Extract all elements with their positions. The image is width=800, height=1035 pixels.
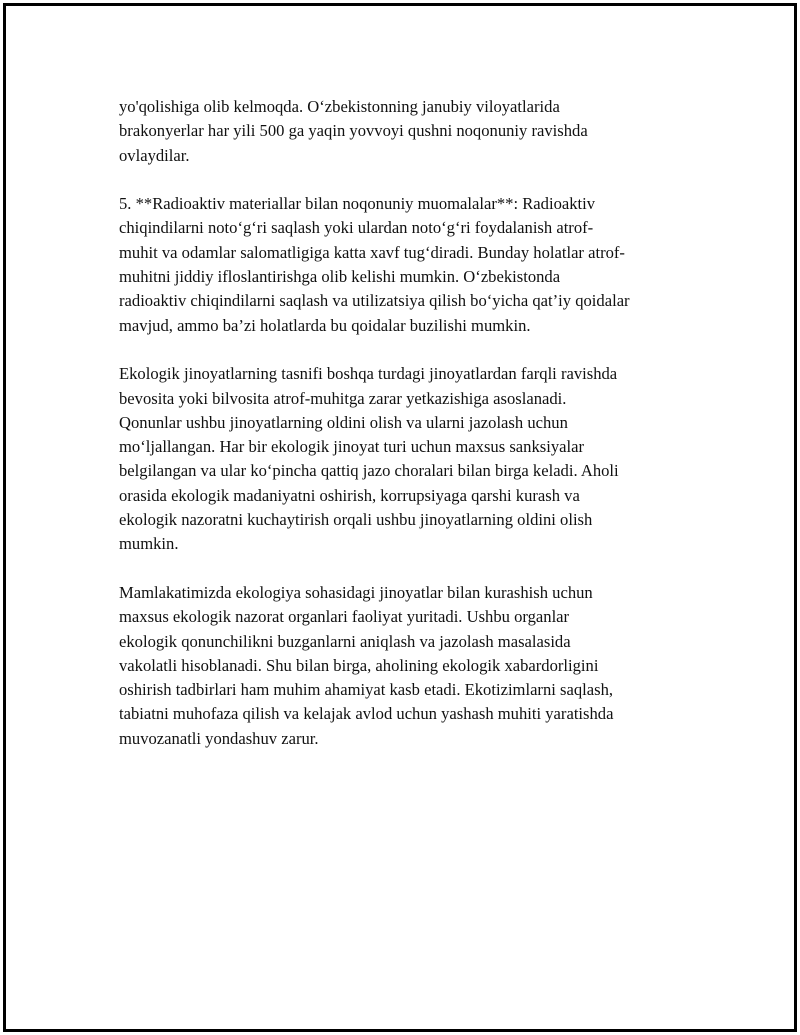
text-line: ekologik nazoratni kuchaytirish orqali ushbu jinoyatlarning oldini olish: [119, 510, 593, 530]
text-line: Ekologik jinoyatlarning tasnifi boshqa turdagi jinoyatlardan farqli ravishda: [119, 364, 618, 384]
text-line: belgilangan va ular ko‘pincha qattiq jazo choralari bilan birga keladi. Aholi: [119, 461, 619, 481]
text-line: ovlaydilar.: [119, 145, 190, 165]
text-line: tabiatni muhofaza qilish va kelajak avlod uchun yashash muhiti yaratishda: [119, 704, 614, 724]
paragraph-3: [119, 362, 694, 556]
paragraph-2: [119, 192, 694, 338]
text-line: bevosita yoki bilvosita atrof-muhitga zarar yetkazishiga asoslanadi.: [119, 388, 567, 408]
text-line: chiqindilarni noto‘g‘ri saqlash yoki ulardan noto‘g‘ri foydalanish atrof-: [119, 218, 594, 238]
document-page: [3, 3, 797, 1032]
text-line: Mamlakatimizda ekologiya sohasidagi jinoyatlar bilan kurashish uchun: [119, 582, 593, 602]
text-line: vakolatli hisoblanadi. Shu bilan birga, aholining ekologik xabardorligini: [119, 655, 599, 675]
text-line: Qonunlar ushbu jinoyatlarning oldini olish va ularni jazolash uchun: [119, 412, 568, 432]
text-line: muhit va odamlar salomatligiga katta xavf tug‘diradi. Bunday holatlar atrof-: [119, 242, 625, 262]
text-line: brakonyerlar har yili 500 ga yaqin yovvoyi qushni noqonuniy ravishda: [119, 121, 588, 141]
paragraph-4: [119, 581, 694, 751]
text-line: radioaktiv chiqindilarni saqlash va utilizatsiya qilish bo‘yicha qat’iy qoidalar: [119, 291, 630, 311]
text-line: 5. **Radioaktiv materiallar bilan noqonuniy muomalalar**: Radioaktiv: [119, 194, 596, 214]
text-line: mumkin.: [119, 534, 179, 554]
text-line: maxsus ekologik nazorat organlari faoliyat yuritadi. Ushbu organlar: [119, 607, 570, 627]
text-line: orasida ekologik madaniyatni oshirish, korrupsiyaga qarshi kurash va: [119, 485, 580, 505]
paragraph-1: [119, 95, 694, 168]
text-line: yo'qolishiga olib kelmoqda. O‘zbekistonning janubiy viloyatlarida: [119, 97, 560, 116]
text-line: muhitni jiddiy ifloslantirishga olib kelishi mumkin. O‘zbekistonda: [119, 267, 561, 287]
text-line: muvozanatli yondashuv zarur.: [119, 728, 319, 748]
text-line: mavjud, ammo ba’zi holatlarda bu qoidalar buzilishi mumkin.: [119, 315, 531, 335]
text-line: mo‘ljallangan. Har bir ekologik jinoyat turi uchun maxsus sanksiyalar: [119, 437, 584, 457]
text-line: ekologik qonunchilikni buzganlarni aniqlash va jazolash masalasida: [119, 631, 571, 651]
text-line: oshirish tadbirlari ham muhim ahamiyat kasb etadi. Ekotizimlarni saqlash,: [119, 680, 614, 700]
body-text: [119, 95, 694, 775]
